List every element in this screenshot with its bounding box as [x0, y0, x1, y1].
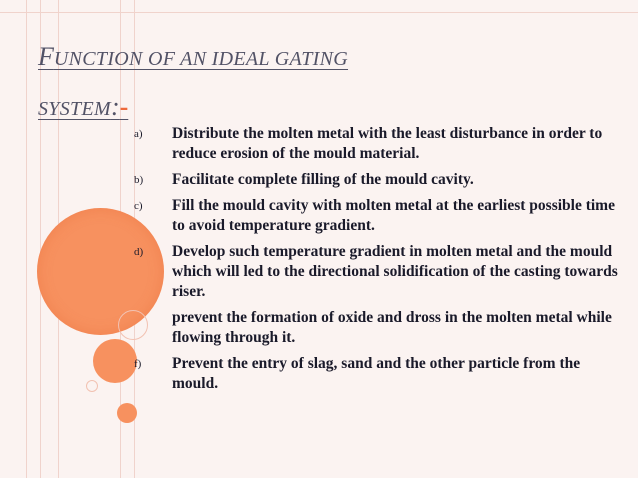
decorative-ring: [86, 380, 98, 392]
background-line: [0, 12, 638, 13]
bullet-list: [134, 124, 624, 394]
title-dash: -: [119, 92, 129, 121]
slide-title: [38, 34, 598, 134]
background-line: [26, 0, 27, 478]
list-item-text: Facilitate complete filling of the mould cavity.: [172, 171, 474, 188]
title-line2: SYSTEM: [38, 98, 111, 120]
title-colon: :: [110, 92, 120, 121]
list-item-text: Distribute the molten metal with the least disturbance in order to reduce erosion of the mould material.: [172, 125, 603, 162]
decorative-circle-medium: [93, 339, 137, 383]
list-marker: b): [134, 174, 144, 186]
list-item: [134, 242, 624, 302]
list-item-text: prevent the formation of oxide and dross in the molten metal while flowing through it.: [172, 309, 612, 346]
list-item: [134, 124, 624, 164]
list-item: [134, 196, 624, 236]
list-item-text: Fill the mould cavity with molten metal at the earliest possible time to avoid temperature gradient.: [172, 197, 615, 234]
list-marker: f): [134, 358, 142, 370]
list-item: [134, 170, 624, 190]
list-marker: a): [134, 128, 143, 140]
list-item-text: Develop such temperature gradient in molten metal and the mould which will led to the directional solidification of the casting towards riser.: [172, 243, 618, 300]
list-item: [134, 308, 624, 348]
title-rest: UNCTION OF AN IDEAL GATING: [53, 48, 349, 70]
title-initial: F: [38, 42, 54, 71]
list-marker: [134, 308, 172, 348]
decorative-circle-small: [117, 403, 137, 423]
list-marker: d): [134, 246, 144, 258]
list-marker: c): [134, 200, 143, 212]
list-item-text: Prevent the entry of slag, sand and the other particle from the mould.: [172, 355, 581, 392]
list-item: [134, 354, 624, 394]
